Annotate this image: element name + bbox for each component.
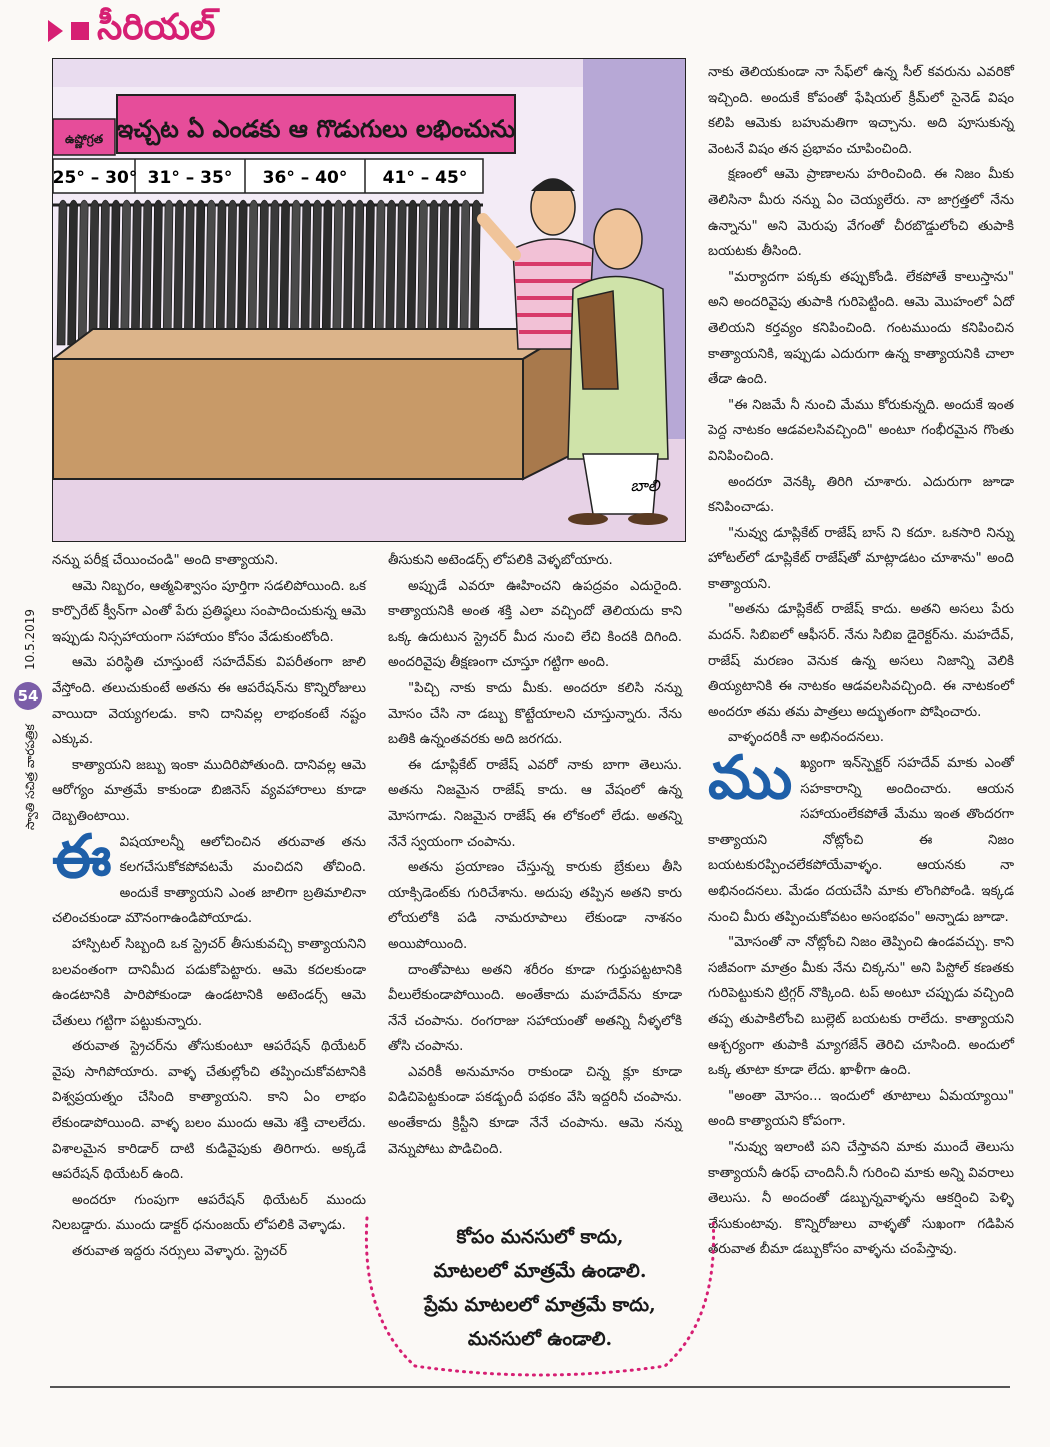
umbrella-icon	[364, 200, 374, 345]
umbrella-icon	[354, 200, 364, 345]
article-paragraph: "మోసంతో నా నోట్లోంచి నిజం తెప్పించి ఉండవచ్చు. కాని సజీవంగా మాత్రం మీకు నేను చిక్కను" అని పిస్టోల్ కణతకు గురిపెట్టుకుని ట్రిగ్గర్ నొక్కింది. టప్ అంటూ చప్పుడు వచ్చింది తప్ప తుపాకిలోంచి బుల్లెట్ బయటకు రాలేదు. కాత్యాయని ఆశ్చర్యంగా తుపాకి మ్యాగజేన్ తెరిచి చూసింది. అందులో ఒక్క తూటా కూడా లేదు. ఖాళీగా ఉంది.	[708, 935, 1014, 1079]
umbrella-icon	[205, 200, 215, 345]
article-paragraph: "నువ్వు డూప్లికేట్ రాజేష్ బాస్ ని కదూ. ఒకసారి నిన్ను హోటల్‌లో డూప్లికేట్ రాజేష్‌తో మాట్లాడటం చూశాను" అంది కాత్యాయని.	[708, 525, 1014, 592]
article-paragraph: తరువాత ఇద్దరు నర్సులు వెళ్ళారు. స్ట్రెచర్	[72, 1244, 288, 1260]
article-paragraph: హాస్పిటల్ సిబ్బంది ఒక స్ట్రెచర్ తీసుకువచ్చి కాత్యాయనిని బలవంతంగా దానిమీద పడుకోపెట్టారు. ఆమె కదలకుండా ఉండటానికి పారిపోకుండా ఉండటానికి అటెండర్స్ ఆమె చేతులు గట్టిగా పట్టుకున్నారు.	[52, 936, 366, 1029]
umbrella-icon	[375, 200, 385, 345]
umbrella-icon	[174, 200, 184, 345]
section-header	[48, 5, 216, 54]
umbrella-icon	[237, 200, 247, 345]
umbrella-icon	[449, 200, 459, 345]
umbrella-icon	[227, 200, 237, 345]
article-paragraph: అప్పుడే ఎవరూ ఊహించని ఉపద్రవం ఎదురైంది. కాత్యాయనికి అంత శక్తి ఎలా వచ్చిందో తెలియదు కాని ఒక్క ఉదుటున స్ట్రెచర్ మీద నుంచి లేచి కిందకి దిగింది. అందరివైపు తీక్షణంగా చూస్తూ గట్టిగా అంది.	[388, 578, 682, 671]
article-paragraph: అందరూ వెనక్కి తిరిగి చూశారు. ఎదురుగా జూడా కనిపించాడు.	[708, 474, 1014, 516]
square-marker-icon	[71, 22, 89, 40]
artist-signature: బాలి	[630, 476, 660, 495]
umbrella-icon	[131, 200, 141, 345]
article-paragraph: అందరూ గుంపుగా ఆపరేషన్ థియేటర్ ముందు నిలబడ్డారు. ముందు డాక్టర్ ధనుంజయ్ లోపలికి వెళ్ళాడు.	[52, 1192, 366, 1234]
magazine-name: స్వాతి సచిత్ర వారపత్రిక	[23, 724, 37, 830]
umbrella-icon	[428, 200, 438, 345]
page-number-badge: 54	[14, 682, 42, 710]
article-paragraph: "మర్యాదగా పక్కకు తప్పుకోండి. లేకపోతే కాలుస్తాను" అని అందరివైపు తుపాకి గురిపెట్టింది. ఆమె మొహంలో ఏదో తెలియని కర్తవ్యం కనిపించింది. గంటముందు కనిపించిన కాత్యాయనికి, ఇప్పుడు ఎదురుగా ఉన్న కాత్యాయనికి చాలా తేడా ఉంది.	[708, 269, 1014, 388]
umbrella-icon	[269, 200, 279, 345]
pull-quote-text	[385, 1220, 695, 1356]
umbrella-icon	[396, 200, 406, 345]
pull-quote-line: మాటలలో మాత్రమే ఉండాలి.	[433, 1260, 647, 1282]
article-paragraph: దాంతోపాటు అతని శరీరం కూడా గుర్తుపట్టటానికి వీలులేకుండాపోయింది. అంతేకాదు మహదేవ్‌ను కూడా నేనే చంపాను. రంగరాజు సహాయంతో అతన్ని నీళ్ళలోకి తోసి చంపాను.	[388, 962, 682, 1055]
umbrella-icon	[439, 200, 449, 345]
pull-quote	[355, 1198, 725, 1378]
range-label-4: 41° – 45°	[382, 168, 468, 188]
dropcap-letter: ఈ	[52, 821, 112, 892]
umbrella-icon	[99, 200, 109, 345]
illustration-banner: ఇచ్చట ఏ ఎండకు ఆ గొడుగులు లభించును	[116, 115, 516, 143]
article-paragraph: తరువాత స్ట్రెచర్‌ను తోసుకుంటూ ఆపరేషన్ థియేటర్ వైపు సాగిపోయారు. వాళ్ళ చేతుల్లోంచి తప్పించుకోవటానికి విశ్వప్రయత్నం చేసింది కాత్యాయని. కాని ఏం లాభం లేకుండాపోయింది. వాళ్ళ బలం ముందు ఆమె శక్తి చాలలేదు. విశాలమైన కారిడార్ దాటి కుడివైపుకు తిరిగారు. అక్కడే ఆపరేషన్ థియేటర్ ఉంది.	[52, 1039, 366, 1183]
umbrella-icon	[78, 200, 88, 345]
pull-quote-line: ప్రేమ మాటలలో మాత్రమే కాదు,	[424, 1294, 656, 1316]
article-paragraph: ఈ డూప్లికేట్ రాజేష్ ఎవరో నాకు బాగా తెలుసు. అతను నిజమైన రాజేష్ కాదు. ఆ వేషంలో ఉన్న మోసగాడు. నిజమైన రాజేష్ ఈ లోకంలో లేడు. అతన్ని నేనే స్వయంగా చంపాను.	[388, 757, 682, 850]
umbrella-icon	[163, 200, 173, 345]
article-paragraph: క్షణంలో ఆమె ప్రాణాలను హరించింది. ఈ నిజం మీకు తెలిసినా మీరు నన్ను ఏం చెయ్యలేరు. నా జాగ్రత్తలో నేను ఉన్నాను" అని మెరుపు వేగంతో చీరబొడ్డులోంచి తుపాకి బయటకు తీసింది.	[708, 167, 1014, 260]
article-column-left	[52, 548, 366, 1265]
article-paragraph: "ఈ నిజమే నీ నుంచి మేము కోరుకున్నది. అందుకే ఇంత పెద్ద నాటకం ఆడవలసివచ్చింది" అంటూ గంభీరమైన గొంతు వినిపించింది.	[708, 397, 1014, 464]
illustration-shelf-tag: ఉష్ణోగ్రత	[64, 132, 104, 146]
umbrella-icon	[216, 200, 226, 345]
dropcap-paragraph	[708, 743, 1014, 930]
dropcap-paragraph	[52, 821, 366, 932]
article-paragraph: "నువ్వు ఇలాంటి పని చేస్తావని మాకు ముందే తెలుసు కాత్యాయనీ ఉరఫ్ చాందినీ.నీ గురించి మాకు అన్ని వివరాలు తెలుసు. నీ అందంతో డబ్బున్నవాళ్ళను ఆకర్షించి పెళ్ళి చేసుకుంటావు. కొన్నిరోజులు వాళ్ళతో సుఖంగా గడిపిన తరువాత బీమా డబ్బుకోసం వాళ్ళను చంపేస్తావు.	[708, 1139, 1014, 1258]
issue-date: 10.5.2019	[23, 608, 37, 670]
umbrella-icon	[343, 200, 353, 345]
umbrella-icon	[280, 200, 290, 345]
umbrella-icon	[301, 200, 311, 345]
dropcap-text: విషయాలన్నీ ఆలోచించిన తరువాత తను కలగచేసుకోకపోవటమే మంచిదని తోచింది. అందుకే కాత్యాయని ఎంత జాలిగా బ్రతిమాలినా చలించకుండా మౌనంగాఉండిపోయాడు.	[52, 834, 366, 927]
umbrella-icon	[195, 200, 205, 345]
umbrella-icon	[333, 200, 343, 345]
dropcap-text: ఖ్యంగా ఇన్‌స్పెక్టర్ సహదేవ్ మాకు ఎంతో సహకారాన్ని అందించారు. ఆయన సహాయంలేకపోతే మేము ఇంత తొందరగా కాత్యాయని నోట్లోంచి ఈ నిజం బయటకురప్పించలేకపోయేవాళ్ళం. ఆయనకు నా అభినందనలు. మేడం దయచేసి మాకు లొంగిపోండి. ఇక్కడ నుంచి మీరు తప్పించుకోవటం అసంభవం" అన్నాడు జూడా.	[708, 756, 1014, 925]
umbrella-icon	[110, 200, 120, 345]
article-paragraph: "అంతా మోసం... ఇందులో తూటాలు ఏమయ్యాయి" అంది కాత్యాయని కోపంగా.	[708, 1088, 1014, 1130]
pull-quote-line: కోపం మనసులో కాదు,	[456, 1226, 624, 1248]
article-paragraph: "పిచ్చి నాకు కాదు మీకు. అందరూ కలిసి నన్ను మోసం చేసి నా డబ్బు కొట్టేయాలని చూస్తున్నారు. నేను బతికి ఉన్నంతవరకు అది జరగదు.	[388, 680, 682, 748]
article-paragraph: "అతను డూప్లికేట్ రాజేష్ కాదు. అతని అసలు పేరు మదన్. సిబిఐలో ఆఫీసర్. నేను సిబిఐ డైరెక్టర్‌ను. మహదేవ్, రాజేష్ మరణం వెనుక ఉన్న అసలు నిజాన్ని వెలికి తియ్యటానికి ఈ నాటకం ఆడవలసివచ్చింది. ఈ నాటకంలో అందరూ తమ తమ పాత్రలు అద్భుతంగా పోషించారు.	[708, 602, 1014, 720]
umbrella-icon	[290, 200, 300, 345]
article-paragraph: ఆమె నిబ్బరం, ఆత్మవిశ్వాసం పూర్తిగా సడలిపోయింది. ఒక కార్పొరేట్ క్వీన్‌గా ఎంతో పేరు ప్రతిష్ఠలు సంపాదించుకున్న ఆమె ఇప్పుడు నిస్సహాయంగా సహాయం కోసం వేడుకుంటోంది.	[52, 578, 366, 645]
article-column-middle	[388, 548, 682, 1162]
umbrella-icon	[89, 200, 99, 345]
article-paragraph: తీసుకుని అటెండర్స్ లోపలికి వెళ్ళబోయారు.	[388, 553, 613, 568]
article-paragraph: ఆమె పరిస్థితి చూస్తుంటే సహదేవ్‌కు విపరీతంగా జాలి వేస్తోంది. తలుచుకుంటే అతను ఈ ఆపరేషన్‌ను కొన్నిరోజులు వాయిదా వెయ్యగలడు. కాని దానివల్ల లాభంకంటే నష్టం ఎక్కువ.	[52, 655, 366, 748]
article-paragraph: ఎవరికీ అనుమానం రాకుండా చిన్న క్లూ కూడా విడిచిపెట్టకుండా పకడ్బందీ పథకం వేసి ఇద్దరినీ చంపాను. అంతేకాదు క్రిస్టీని కూడా నేనే చంపాను. ఆమె నన్ను వెన్నుపోటు పొడిచింది.	[388, 1064, 682, 1157]
cartoon-illustration	[52, 58, 686, 542]
article-paragraph: నాకు తెలియకుండా నా సేఫ్‌లో ఉన్న సీల్ కవరును ఎవరికో ఇచ్చింది. అందుకే కోపంతో ఫేషియల్ క్రీమ్‌లో సైనెడ్ విషం కలిపి ఆమెకు బహుమతిగా ఇచ్చాను. అది పూసుకున్న వెంటనే విషం తన ప్రభావం చూపించింది.	[708, 65, 1014, 157]
article-column-right	[708, 60, 1014, 1263]
umbrella-icon	[407, 200, 417, 345]
triangle-marker-icon	[48, 20, 63, 42]
umbrella-icon	[68, 200, 78, 345]
umbrella-icon	[322, 200, 332, 345]
umbrella-icon	[121, 200, 131, 345]
umbrella-icon	[57, 200, 67, 345]
page-side-strip	[3, 600, 43, 840]
article-paragraph: అతను ప్రయాణం చేస్తున్న కారుకు బ్రేకులు తీసి యాక్సిడెంట్‌కు గురిచేశాను. అదుపు తప్పిన అతని కారు లోయలోకి పడి నామరూపాలు లేకుండా నాశనం అయిపోయింది.	[388, 860, 682, 952]
umbrella-icon	[386, 200, 396, 345]
umbrella-icon	[152, 200, 162, 345]
section-title: సీరియల్	[97, 5, 216, 48]
range-label-1: 25° – 30°	[53, 168, 138, 188]
article-paragraph: వాళ్ళందరికీ నా అభినందనలు.	[728, 730, 885, 746]
dropcap-letter: ము	[708, 743, 793, 814]
umbrella-icon	[460, 200, 470, 345]
article-paragraph: నన్ను పరీక్ష చేయించండి" అంది కాత్యాయని.	[52, 553, 279, 568]
umbrella-icon	[184, 200, 194, 345]
umbrella-icon	[311, 200, 321, 345]
umbrella-icon	[142, 200, 152, 345]
umbrella-icon	[258, 200, 268, 345]
article-paragraph: కాత్యాయని జబ్బు ఇంకా ముదిరిపోతుంది. దానివల్ల ఆమె ఆరోగ్యం మాత్రమే కాకుండా బిజినెస్ వ్యవహారాలు కూడా దెబ్బతింటాయి.	[52, 757, 366, 824]
pull-quote-line: మనసులో ఉండాలి.	[467, 1328, 613, 1350]
range-label-3: 36° – 40°	[262, 168, 348, 188]
umbrella-icon	[417, 200, 427, 345]
bottom-rule	[50, 1386, 1010, 1388]
range-label-2: 31° – 35°	[147, 168, 233, 188]
umbrella-icon	[248, 200, 258, 345]
